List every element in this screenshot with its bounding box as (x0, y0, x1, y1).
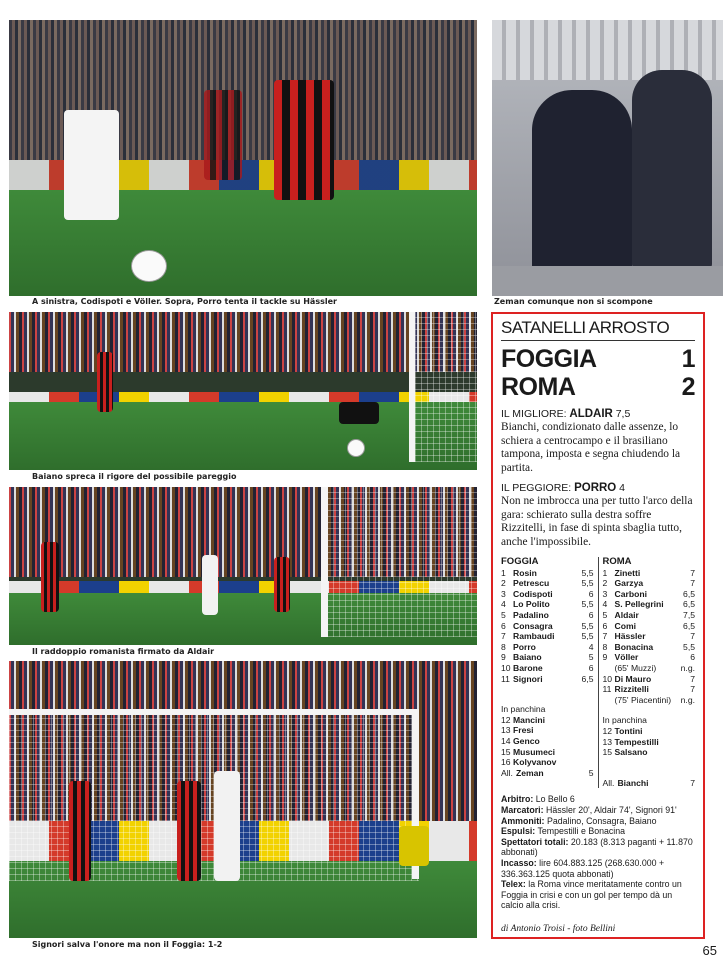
bench-row (501, 725, 594, 736)
player-milan-kit (69, 781, 91, 881)
player-name: Rizzitelli (614, 684, 649, 695)
player-vote: 5,5 (581, 631, 594, 642)
info-label: Spettatori totali: (501, 836, 569, 847)
goalkeeper (399, 826, 429, 866)
player-row (501, 568, 594, 579)
info-label: Marcatori: (501, 804, 544, 815)
info-line (501, 858, 695, 879)
player-row (501, 578, 594, 589)
coach-name: Zeman (515, 767, 544, 778)
goal-post (321, 487, 328, 637)
info-text: Lo Bello 6 (535, 794, 575, 805)
info-label: Arbitro: (501, 794, 534, 805)
shirt-number: 2 (602, 578, 608, 589)
coach-vote: 5 (588, 767, 594, 778)
coach-vote: 7 (690, 777, 695, 788)
player-name: Lo Polito (513, 599, 550, 610)
player-vote: 6 (690, 652, 695, 663)
info-text: 20.183 (8.313 paganti + 11.870 abbonati) (501, 836, 693, 858)
player-milan-kit (97, 352, 113, 412)
player-row (603, 695, 696, 706)
player-vote: 5,5 (581, 567, 594, 578)
player-row (501, 663, 594, 674)
bench-label: In panchina (501, 704, 546, 715)
goal-crossbar (9, 709, 419, 715)
best-text: Bianchi, condizionato dalle assenze, lo schiera a centrocampo e il brasiliano tampona, imposta e segna chiudendo la partita. (501, 421, 681, 474)
shirt-number: 2 (501, 578, 506, 589)
player-vote: 7 (690, 578, 695, 589)
lineups (501, 557, 695, 788)
player-row (603, 684, 696, 695)
player-name: Tempestilli (614, 736, 659, 747)
away-score: 2 (681, 373, 695, 401)
player-row (501, 599, 594, 610)
caption-photo1: A sinistra, Codispoti e Völler. Sopra, Porro tenta il tackle su Hässler (32, 297, 337, 306)
player-row (501, 621, 594, 632)
player-name: Consagra (513, 620, 553, 631)
team-name: FOGGIA (501, 556, 539, 568)
player-row (501, 631, 594, 642)
player-name: Rambaudi (513, 631, 555, 642)
football (347, 439, 365, 457)
shirt-number: 4 (602, 599, 608, 610)
player-name: Codispoti (513, 588, 553, 599)
photo-bench (492, 20, 723, 296)
player-name: Padalino (513, 610, 549, 621)
article-credit: di Antonio Troisi - foto Bellini (501, 924, 616, 934)
shirt-number: 15 (501, 746, 511, 757)
score-row-home (501, 345, 695, 373)
player-milan-kit (274, 80, 334, 200)
player-name: Völler (614, 652, 639, 663)
shirt-number: 11 (501, 673, 510, 684)
info-text: Padalino, Consagra, Baiano (546, 815, 657, 826)
player-white-kit (202, 555, 218, 615)
player-vote: 7 (690, 684, 695, 695)
best-player-paragraph (501, 408, 695, 475)
goalkeeper-diving (339, 402, 379, 424)
shirt-number: 12 (602, 725, 613, 736)
player-vote: n.g. (680, 663, 695, 673)
player-vote: n.g. (680, 694, 695, 705)
bench-label: In panchina (602, 715, 647, 726)
player-row (603, 652, 696, 663)
coach-figure (532, 90, 632, 280)
caption-photo4: Il raddoppio romanista firmato da Aldair (32, 647, 215, 656)
info-line (501, 816, 695, 827)
player-vote: 7,5 (683, 610, 695, 621)
player-name: Aldair (614, 610, 639, 621)
player-name: Mancini (513, 714, 545, 725)
player-name: Musumeci (513, 746, 556, 757)
page-number: 65 (702, 943, 717, 958)
shirt-number: 11 (602, 684, 612, 695)
player-vote: 7 (690, 567, 695, 578)
player-row (603, 674, 696, 685)
advertising-boards (9, 392, 477, 402)
spacer (603, 768, 696, 778)
info-line (501, 794, 695, 805)
home-score: 1 (681, 345, 695, 373)
coach-name: Bianchi (617, 777, 649, 788)
spacer (501, 694, 594, 704)
player-vote: 5,5 (581, 599, 594, 610)
photo-second-goal (9, 487, 477, 645)
coach-label: All. (501, 767, 513, 778)
player-row (603, 599, 696, 610)
player-name: Rosin (513, 567, 537, 578)
shirt-number: 6 (602, 620, 608, 631)
player-name: Tontini (614, 725, 643, 736)
player-row (603, 568, 696, 579)
player-milan-kit (177, 781, 201, 881)
player-vote: 6,5 (683, 599, 695, 610)
player-name: Garzya (614, 578, 644, 589)
bench-row (501, 736, 594, 747)
player-vote: 7 (690, 631, 695, 642)
player-name: (75' Piacentini) (614, 694, 672, 705)
shirt-number: 5 (501, 610, 506, 621)
info-line (501, 826, 695, 837)
player-row (603, 642, 696, 653)
spacer (501, 684, 594, 694)
player-row (501, 589, 594, 600)
goal-post (409, 312, 415, 462)
player-name: Bonacina (614, 641, 654, 652)
player-name: S. Pellegrini (614, 599, 664, 610)
coach-row (603, 778, 696, 789)
player-vote: 6,5 (683, 588, 695, 599)
worst-name: PORRO (574, 482, 617, 495)
player-row (501, 642, 594, 653)
player-vote: 5 (588, 652, 594, 663)
lineup-foggia (501, 557, 599, 788)
shirt-number: 4 (501, 599, 506, 610)
player-row (603, 631, 696, 642)
football (131, 250, 167, 282)
player-vote: 6 (588, 663, 594, 673)
shirt-number: 1 (602, 567, 608, 578)
photo-consolation-goal (9, 661, 477, 938)
player-background (204, 90, 242, 180)
info-label: Ammoniti: (501, 815, 545, 826)
info-label: Incasso: (501, 857, 537, 868)
bench-seat (492, 266, 723, 296)
photo-penalty (9, 312, 477, 470)
player-vote: 6,5 (683, 620, 695, 631)
match-info (501, 794, 695, 911)
photo-tackle (9, 20, 477, 296)
shirt-number: 9 (602, 652, 608, 663)
player-milan-kit (41, 542, 59, 612)
bench-row (603, 747, 696, 758)
shirt-number: 10 (602, 673, 613, 684)
shirt-number: 9 (501, 652, 506, 663)
info-line (501, 837, 695, 858)
player-name: Barone (513, 663, 543, 673)
player-vote: 6 (588, 610, 594, 621)
player-vote: 7 (690, 673, 695, 684)
player-white-kit (64, 110, 119, 220)
coach-label: All. (602, 777, 615, 788)
player-name: Baiano (513, 652, 542, 663)
player-vote: 6,5 (581, 673, 594, 684)
player-name: Hässler (614, 631, 646, 642)
info-line (501, 805, 695, 816)
shirt-number: 10 (501, 663, 511, 673)
player-row (501, 652, 594, 663)
shirt-number: 13 (602, 736, 613, 747)
player-milan-kit (274, 557, 290, 612)
lineup-roma (599, 557, 696, 788)
player-name: Zinetti (614, 567, 641, 578)
player-name: Di Mauro (614, 673, 652, 684)
player-name: Comi (614, 620, 636, 631)
player-row (603, 621, 696, 632)
caption-photo5: Signori salva l'onore ma non il Foggia: 1-2 (32, 940, 223, 949)
shirt-number: 16 (501, 757, 511, 768)
player-name: Genco (513, 735, 540, 746)
away-team: ROMA (501, 373, 576, 401)
player-name: (65' Muzzi) (614, 663, 657, 673)
shirt-number: 3 (501, 588, 506, 599)
caption-photo2: Zeman comunque non si scompone (494, 297, 653, 306)
bench-row (603, 737, 696, 748)
player-vote: 4 (588, 641, 594, 652)
player-row (603, 663, 696, 674)
player-row (603, 589, 696, 600)
shirt-number: 14 (501, 735, 511, 746)
best-label: IL MIGLIORE: (501, 408, 567, 420)
match-report-box (491, 312, 705, 939)
player-name: Signori (513, 673, 543, 684)
shirt-number: 1 (501, 567, 506, 578)
player-name: Petrescu (513, 578, 550, 589)
shirt-number: 5 (602, 610, 608, 621)
player-row (603, 610, 696, 621)
info-label: Telex: (501, 879, 526, 890)
shirt-number: 12 (501, 714, 511, 725)
score-row-away (501, 373, 695, 401)
caption-photo3: Baiano spreca il rigore del possibile pareggio (32, 472, 237, 481)
bench-row (501, 757, 594, 768)
shirt-number: 3 (602, 588, 608, 599)
coach-row (501, 768, 594, 779)
shirt-number: 7 (602, 631, 608, 642)
bench-row (501, 715, 594, 726)
worst-vote: 4 (619, 482, 625, 495)
info-text: Tempestilli e Bonacina (537, 826, 626, 837)
player-row (603, 578, 696, 589)
player-name: Fresi (513, 725, 534, 736)
best-name: ALDAIR (569, 408, 613, 420)
goal-net (409, 312, 477, 462)
info-line (501, 879, 695, 911)
player-name: Kolyvanov (513, 757, 557, 768)
bench-row (603, 726, 696, 737)
shirt-number: 8 (602, 641, 608, 652)
pitch (9, 402, 477, 470)
player-vote: 6 (588, 588, 594, 599)
player-name: Salsano (614, 747, 648, 758)
info-label: Espulsi: (501, 826, 536, 837)
player-vote: 5,5 (683, 641, 695, 652)
worst-text: Non ne imbrocca una per tutto l'arco della gara: schierato sulla destra soffre Rizzitelli, in fase di spinta sbaglia tutto, anche l'impossibile. (501, 495, 693, 548)
player-row (501, 610, 594, 621)
player-vote: 5,5 (581, 578, 594, 589)
home-team: FOGGIA (501, 345, 597, 373)
shirt-number: 6 (501, 620, 506, 631)
info-text: lire 604.883.125 (268.630.000 + 336.363.125 quota abbonati) (501, 857, 665, 879)
shirt-number: 8 (501, 641, 506, 652)
player-row (501, 674, 594, 685)
goal-net (321, 487, 477, 637)
player-white-kit (214, 771, 240, 881)
worst-player-paragraph (501, 482, 695, 549)
best-vote: 7,5 (615, 408, 631, 420)
info-text: la Roma vince meritatamente contro un Foggia in crisi e con un gol per tempo dà un calcio alla crisi. (501, 879, 682, 911)
worst-label: IL PEGGIORE: (501, 482, 572, 495)
spacer (603, 758, 696, 768)
player-name: Carboni (614, 588, 647, 599)
crowd-background (9, 312, 477, 372)
info-text: Hässler 20', Aldair 74', Signori 91' (545, 804, 677, 815)
article-kicker: SATANELLI ARROSTO (501, 318, 695, 341)
team-name: ROMA (602, 556, 632, 568)
bench-row (501, 747, 594, 758)
shirt-number: 7 (501, 631, 506, 642)
shirt-number: 15 (602, 747, 613, 758)
player-name: Porro (513, 641, 536, 652)
spacer (603, 705, 696, 715)
staff-figure (632, 70, 712, 270)
player-vote: 5,5 (581, 620, 594, 631)
shirt-number: 13 (501, 725, 511, 736)
